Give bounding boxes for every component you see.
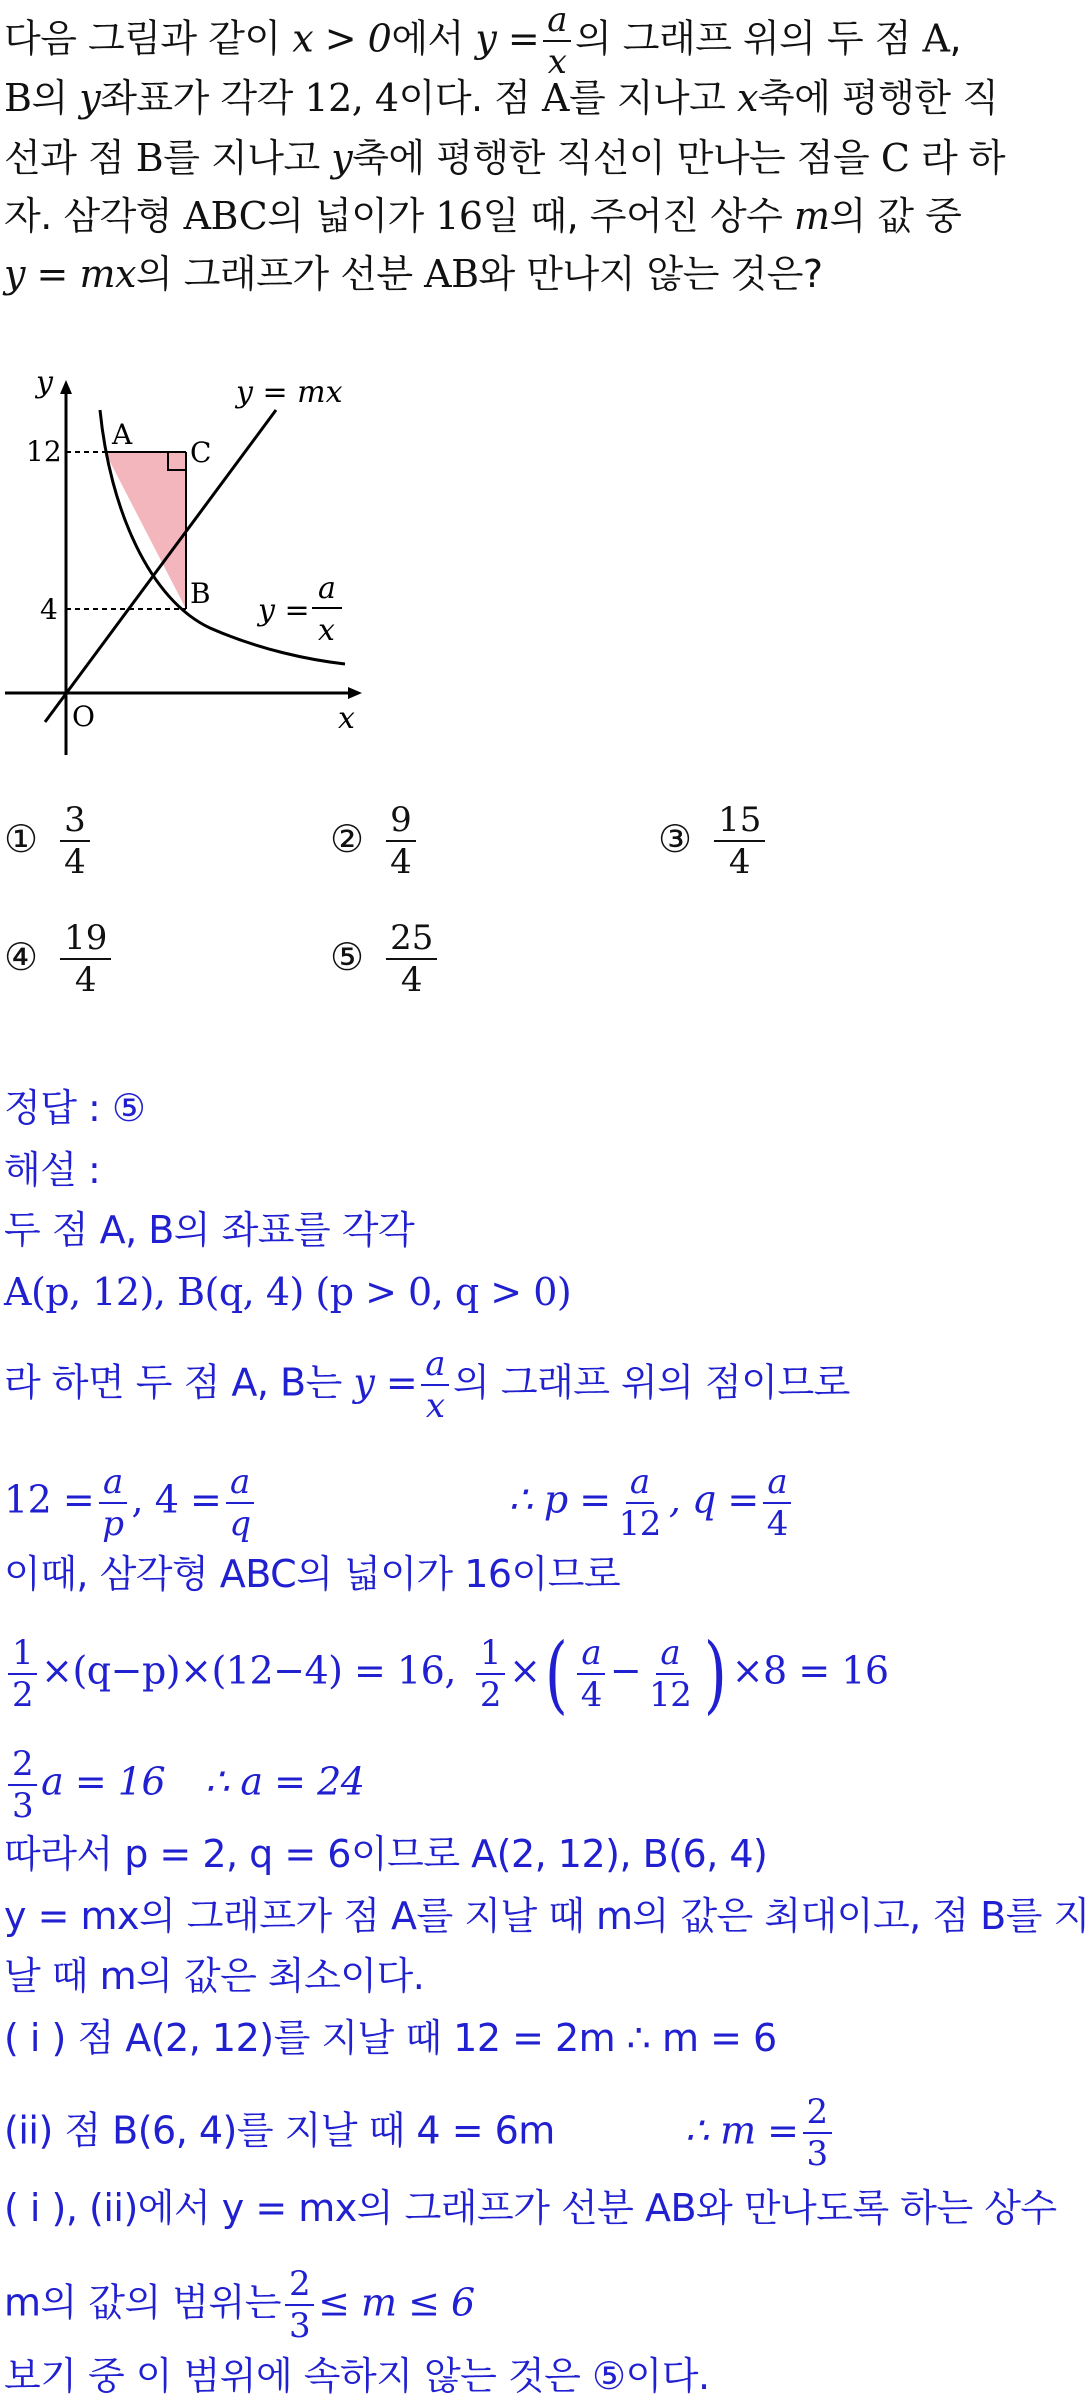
math: y =: [353, 1360, 418, 1405]
solution-line-10: [4, 1950, 424, 2002]
text: 의 값 중: [829, 194, 962, 238]
math: −: [609, 1648, 642, 1693]
problem-line-1: [4, 0, 961, 82]
math: y: [79, 76, 101, 120]
fraction: $\frac{2}{3}$: [285, 2264, 314, 2346]
answer-line: [4, 1082, 145, 1134]
graph-label-x: x: [338, 701, 355, 736]
graph-tick-4: 4: [40, 593, 58, 626]
fraction: $\frac{2}{3}$: [8, 1744, 37, 1826]
math: x > 0: [292, 16, 392, 61]
text: 라 하면 두 점 A, B는: [4, 1360, 354, 1405]
solution-line-14: [4, 2264, 475, 2346]
solution-line-8: [4, 1828, 767, 1880]
choice-1[interactable]: [4, 800, 94, 882]
fraction: $\frac{a}{12}$: [649, 1633, 692, 1715]
problem-line-5: [4, 248, 823, 300]
text: 일 때, 주어진 상수: [482, 194, 794, 238]
graph-label-curve-num: a: [318, 571, 336, 606]
text: 선과 점: [4, 136, 136, 180]
text: y = mx의 그래프가 점 A를 지날 때 m의 값은 최대이고, 점 B를 지: [4, 1894, 1090, 1938]
graph-label-curve-den: x: [318, 613, 335, 648]
solution-line-11: [4, 2012, 777, 2064]
fraction: $\frac{a}{x}$: [421, 1344, 449, 1426]
fraction: $\frac{1}{2}$: [8, 1633, 37, 1715]
choice-marker: ⑤: [330, 934, 365, 979]
choice-4[interactable]: [4, 918, 115, 1000]
text: 다음 그림과 같이: [4, 16, 293, 61]
y-axis-arrow: [60, 380, 72, 394]
triangle-label: ABC: [183, 194, 268, 238]
choice-marker: ②: [330, 816, 365, 861]
math: y =: [475, 16, 540, 61]
math: ×(q−p)×(12−4) = 16,: [41, 1648, 456, 1693]
text: 를 지나고: [163, 136, 332, 180]
solution-line-12: [4, 2092, 836, 2174]
fraction: $\frac{a}{p}$: [98, 1462, 127, 1544]
choice-marker: ④: [4, 934, 39, 979]
solution-line-6: [4, 1625, 889, 1723]
math: 16: [435, 194, 483, 238]
math: ∴ a = 24: [205, 1759, 365, 1804]
choice-marker: ③: [658, 816, 693, 861]
solution-line-2: [4, 1266, 571, 1318]
fraction: $\frac{1}{2}$: [476, 1633, 505, 1715]
math: m: [793, 194, 830, 238]
graph-point-c: C: [190, 436, 212, 469]
text: ( i ) 점 A(2, 12)를 지날 때 12 = 2m ∴ m = 6: [4, 2016, 777, 2060]
text: ,: [949, 16, 962, 61]
fraction: $\frac{a}{12}$: [618, 1462, 661, 1544]
text: (ii) 점 B(6, 4)를 지날 때 4 = 6m: [4, 2108, 555, 2153]
text: 의 넓이가: [267, 194, 436, 238]
math: a = 16: [41, 1759, 166, 1804]
math: ×8 = 16: [731, 1648, 889, 1693]
text: ( i ), (ii)에서 y = mx의 그래프가 선분 AB와 만나도록 하는 상수: [4, 2186, 1057, 2230]
solution-line-5: [4, 1548, 620, 1600]
math: y = mx: [4, 252, 136, 296]
fraction: $\frac{a}{4}$: [577, 1633, 606, 1715]
solution-line-4: [4, 1462, 796, 1544]
text: 의 그래프 위의 두 점: [574, 16, 923, 61]
solution-line-7: [4, 1744, 364, 1826]
text: 좌표가 각각: [100, 76, 305, 120]
explanation-label: [4, 1144, 100, 1196]
graph-label-line: y = mx: [236, 375, 343, 410]
math: y: [331, 136, 353, 180]
point-label: C: [880, 136, 910, 180]
graph-point-b: B: [190, 577, 211, 610]
choice-fraction: $\frac{25}{4}$: [386, 918, 437, 1000]
text: 에서: [391, 16, 476, 61]
graph-figure: [0, 360, 380, 760]
math: A(p, 12), B(q, 4) (p > 0, q > 0): [4, 1270, 572, 1314]
choice-3[interactable]: [658, 800, 769, 882]
text: 의 그래프가 선분: [135, 252, 425, 296]
segment-label: AB: [424, 252, 479, 296]
text: 축에 평행한 직: [757, 76, 999, 120]
graph-point-a: A: [112, 418, 133, 451]
solution-line-9: [4, 1890, 1090, 1942]
math: ×: [509, 1648, 541, 1693]
math: , 4 =: [131, 1477, 222, 1522]
choice-fraction: $\frac{15}{4}$: [714, 800, 765, 882]
math: x: [736, 76, 758, 120]
text: 해설 :: [4, 1148, 101, 1192]
choice-2[interactable]: [330, 800, 420, 882]
choice-fraction: $\frac{3}{4}$: [60, 800, 90, 882]
point-label: B: [135, 136, 164, 180]
math: 12 =: [4, 1477, 95, 1522]
fraction: $\frac{2}{3}$: [803, 2092, 832, 2174]
text: 날 때 m의 값은 최소이다.: [4, 1954, 425, 1998]
text: 를 지나고: [568, 76, 737, 120]
fraction: $\frac{a}{q}$: [225, 1462, 254, 1544]
problem-line-4: [4, 190, 961, 242]
choice-fraction: $\frac{19}{4}$: [60, 918, 111, 1000]
problem-line-2: [4, 72, 998, 124]
math: ∴ p =: [508, 1477, 611, 1522]
right-paren: ): [704, 1625, 727, 1723]
problem-line-3: [4, 132, 1005, 184]
text: 따라서 p = 2, q = 6이므로 A(2, 12), B(6, 4): [4, 1832, 768, 1876]
text: 이때, 삼각형 ABC의 넓이가 16이므로: [4, 1552, 621, 1596]
solution-line-15: [4, 2350, 710, 2402]
math: , q =: [668, 1477, 759, 1522]
math: ≤ m ≤ 6: [318, 2280, 475, 2325]
point-label: A: [922, 16, 950, 61]
solution-line-1: [4, 1204, 414, 1256]
solution-line-3: [4, 1344, 850, 1426]
choice-fraction: $\frac{9}{4}$: [386, 800, 416, 882]
answer-label: 정답 : ⑤: [4, 1086, 146, 1130]
x-axis-arrow: [348, 687, 362, 699]
text: 라 하: [909, 136, 1005, 180]
math: ∴ m =: [684, 2108, 799, 2153]
text: 와 만나지 않는 것은?: [478, 252, 823, 296]
text: 의: [31, 76, 80, 120]
point-label: B: [4, 76, 32, 120]
left-paren: (: [545, 1625, 568, 1723]
point-label: A: [541, 76, 569, 120]
choice-5[interactable]: [330, 918, 441, 1000]
fraction: $\frac{a}{4}$: [763, 1462, 792, 1544]
choice-marker: ①: [4, 816, 39, 861]
text: 축에 평행한 직선이 만나는 점을: [352, 136, 881, 180]
fraction: $\frac{a}{x}$: [543, 0, 571, 82]
text: 자. 삼각형: [4, 194, 184, 238]
graph-tick-12: 12: [26, 435, 62, 468]
text: 두 점 A, B의 좌표를 각각: [4, 1208, 415, 1252]
text: m의 값의 범위는: [4, 2280, 281, 2325]
graph-label-curve-eq: y =: [258, 593, 310, 628]
text: 의 그래프 위의 점이므로: [453, 1360, 850, 1405]
text: 보기 중 이 범위에 속하지 않는 것은 ⑤이다.: [4, 2354, 710, 2398]
graph-label-origin: O: [72, 700, 95, 733]
math: 12, 4: [304, 76, 399, 120]
graph-label-y: y: [36, 365, 53, 400]
solution-line-13: [4, 2182, 1057, 2234]
text: 이다. 점: [398, 76, 542, 120]
